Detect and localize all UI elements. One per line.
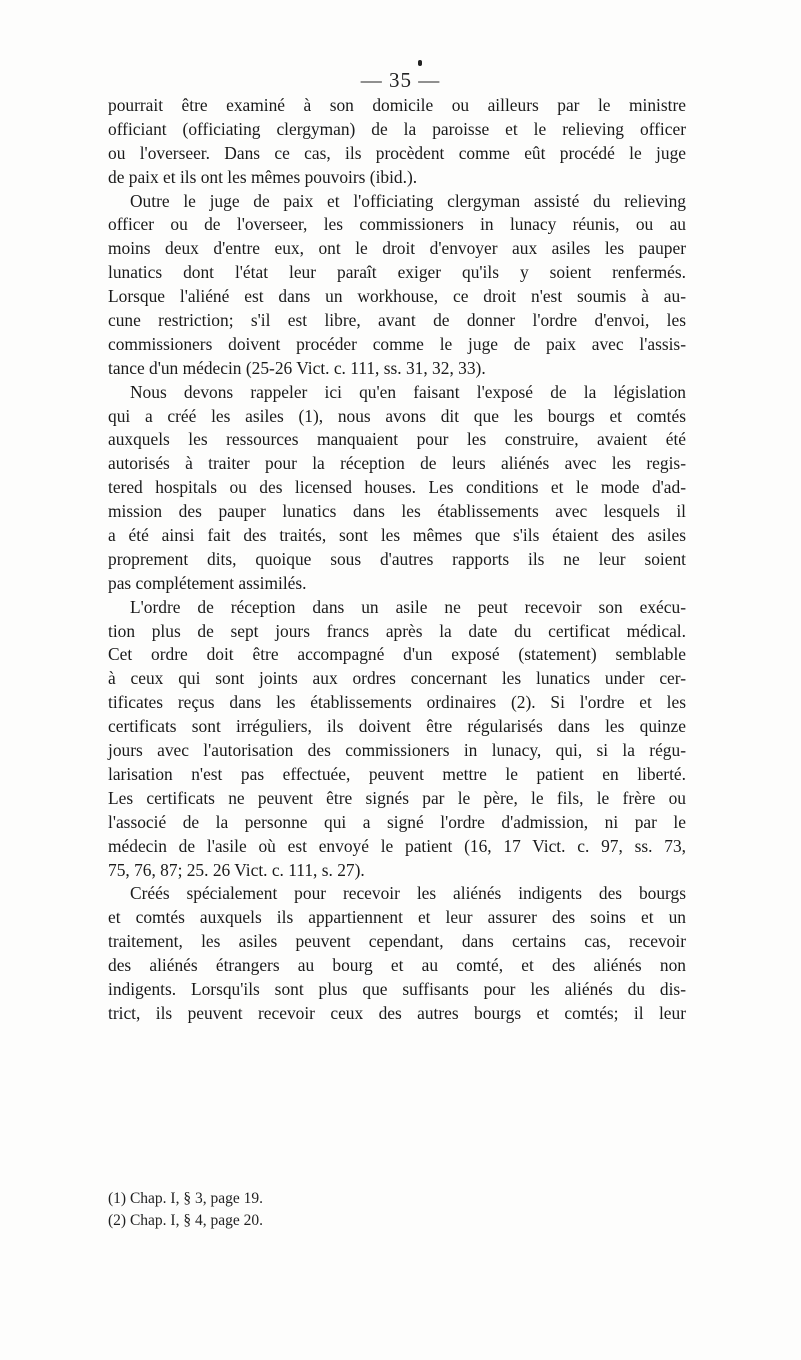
text-line: larisation n'est pas effectuée, peuvent mettre le patient en liberté. bbox=[108, 763, 686, 784]
text-line: ou l'overseer. Dans ce cas, ils procèdent comme eût procédé le juge bbox=[108, 142, 686, 163]
text-line: Lorsque l'aliéné est dans un workhouse, ce droit n'est soumis à au- bbox=[108, 286, 686, 307]
footnote: (2) Chap. I, § 4, page 20. bbox=[108, 1212, 263, 1229]
text-line: a été ainsi fait des traités, sont les mêmes que s'ils étaient des asiles bbox=[108, 525, 686, 546]
ink-dot bbox=[418, 60, 422, 66]
text-line: commissioners doivent procéder comme le juge de paix avec l'assis- bbox=[108, 333, 686, 354]
text-line: L'ordre de réception dans un asile ne peut recevoir son exécu- bbox=[130, 596, 686, 617]
text-line: tificates reçus dans les établissements ordinaires (2). Si l'ordre et les bbox=[108, 692, 686, 713]
text-line: Outre le juge de paix et l'officiating clergyman assisté du relieving bbox=[130, 190, 686, 211]
text-line: tered hospitals ou des licensed houses. Les conditions et le mode d'ad- bbox=[108, 477, 686, 498]
text-line: à ceux qui sont joints aux ordres concernant les lunatics under cer- bbox=[108, 668, 686, 689]
text-line: traitement, les asiles peuvent cependant, dans certains cas, recevoir bbox=[108, 931, 686, 952]
text-line: tance d'un médecin (25-26 Vict. c. 111, ss. 31, 32, 33). bbox=[108, 357, 486, 378]
text-line: moins deux d'entre eux, ont le droit d'envoyer aux asiles les pauper bbox=[108, 238, 686, 259]
text-line: auxquels les ressources manquaient pour les construire, avaient été bbox=[108, 429, 686, 450]
text-line: indigents. Lorsqu'ils sont plus que suffisants pour les aliénés du dis- bbox=[108, 978, 686, 999]
text-line: mission des pauper lunatics dans les établissements avec lesquels il bbox=[108, 501, 686, 522]
text-line: lunatics dont l'état leur paraît exiger qu'ils y soient renfermés. bbox=[108, 262, 686, 283]
text-line: pourrait être examiné à son domicile ou ailleurs par le ministre bbox=[108, 95, 686, 115]
footnote: (1) Chap. I, § 3, page 19. bbox=[108, 1190, 263, 1207]
text-line: de paix et ils ont les mêmes pouvoirs (ibid.). bbox=[108, 166, 418, 187]
text-line: jours avec l'autorisation des commissioners in lunacy, qui, si la régu- bbox=[108, 740, 686, 761]
text-line: l'associé de la personne qui a signé l'ordre d'admission, ni par le bbox=[108, 811, 686, 832]
body-text bbox=[108, 94, 686, 1026]
footnotes bbox=[108, 1188, 686, 1232]
page-number: — 35 — bbox=[360, 68, 441, 92]
text-line: Les certificats ne peuvent être signés par le père, le fils, le frère ou bbox=[108, 787, 686, 808]
text-line: pas complétement assimilés. bbox=[108, 572, 307, 593]
text-line: Créés spécialement pour recevoir les aliénés indigents des bourgs bbox=[130, 883, 686, 904]
text-line: 75, 76, 87; 25. 26 Vict. c. 111, s. 27). bbox=[108, 859, 365, 880]
text-line: qui a créé les asiles (1), nous avons dit que les bourgs et comtés bbox=[108, 405, 686, 426]
text-line: certificats sont irréguliers, ils doivent être régularisés dans les quinze bbox=[108, 716, 686, 737]
text-line: tion plus de sept jours francs après la date du certificat médical. bbox=[108, 620, 686, 641]
text-line: des aliénés étrangers au bourg et au comté, et des aliénés non bbox=[108, 955, 686, 976]
text-line: officer ou de l'overseer, les commissioners in lunacy réunis, ou au bbox=[108, 214, 686, 235]
text-line: Nous devons rappeler ici qu'en faisant l'exposé de la législation bbox=[130, 381, 686, 402]
text-line: médecin de l'asile où est envoyé le patient (16, 17 Vict. c. 97, ss. 73, bbox=[108, 835, 686, 856]
text-line: officiant (officiating clergyman) de la paroisse et le relieving officer bbox=[108, 118, 686, 139]
text-line: proprement dits, quoique sous d'autres rapports ils ne leur soient bbox=[108, 548, 686, 569]
text-line: et comtés auxquels ils appartiennent et leur assurer des soins et un bbox=[108, 907, 686, 928]
text-line: autorisés à traiter pour la réception de leurs aliénés avec les regis- bbox=[108, 453, 686, 474]
text-line: trict, ils peuvent recevoir ceux des autres bourgs et comtés; il leur bbox=[108, 1002, 686, 1023]
text-line: cune restriction; s'il est libre, avant de donner l'ordre d'envoi, les bbox=[108, 310, 686, 331]
text-line: Cet ordre doit être accompagné d'un exposé (statement) semblable bbox=[108, 644, 686, 665]
